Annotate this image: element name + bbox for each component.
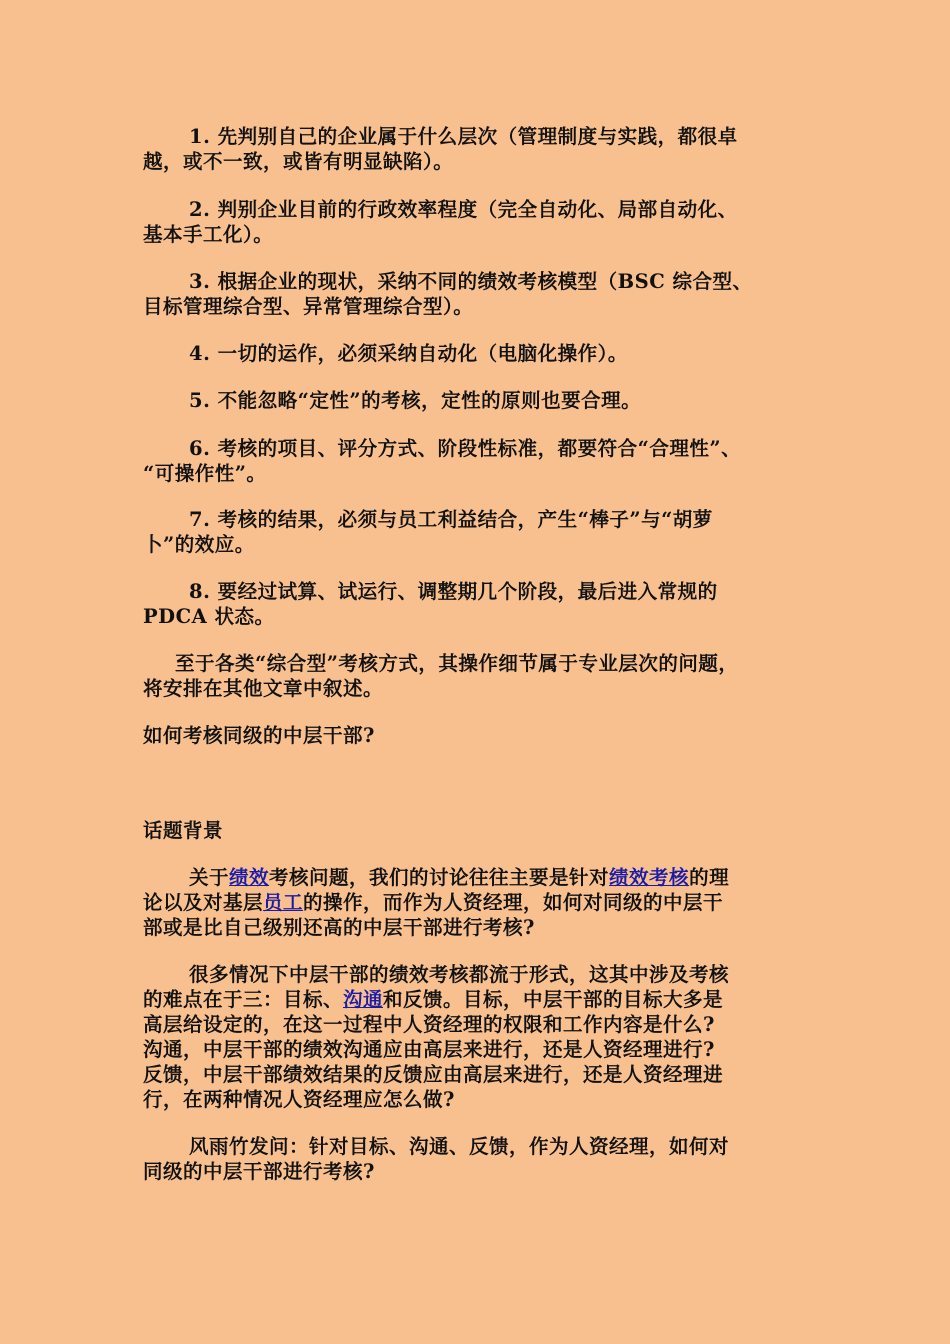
section-heading: 如何考核同级的中层干部? xyxy=(143,724,375,747)
background-paragraph-3: 风雨竹发问：针对目标、沟通、反馈，作为人资经理，如何对 同级的中层干部进行考核? xyxy=(143,1135,730,1183)
para1-line2: 论以及对基层员工的操作，而作为人资经理，如何对同级的中层干 xyxy=(143,891,724,914)
list-item-4: 4. 一切的运作，必须采纳自动化（电脑化操作）。 xyxy=(189,342,628,365)
list-item-8: 8. 要经过试算、试运行、调整期几个阶段，最后进入常规的 PDCA 状态。 xyxy=(143,580,718,628)
link-goutong[interactable]: 沟通 xyxy=(343,988,384,1011)
para1-line1: 关于绩效考核问题，我们的讨论往往主要是针对绩效考核的理 xyxy=(189,866,730,889)
list-item-5: 5. 不能忽略“定性”的考核，定性的原则也要合理。 xyxy=(189,389,642,412)
background-paragraph-1: 关于绩效考核问题，我们的讨论往往主要是针对绩效考核的理 论以及对基层员工的操作，而作为人资经理，如何对同级的中层干 部或是比自己级别还高的中层干部进行考核? xyxy=(143,865,811,940)
background-title: 话题背景 xyxy=(143,819,224,842)
link-jixiao[interactable]: 绩效 xyxy=(229,866,270,889)
background-paragraph-2: 很多情况下中层干部的绩效考核都流于形式，这其中涉及考核 的难点在于三：目标、沟通和反馈。目标，中层干部的目标大多是 高层给设定的，在这一过程中人资经理的权限和工作内容是什么? 沟通，中层干部的绩效沟通应由高层来进行，还是人资经理进行? 反馈，中层干部绩效结果的反馈应由高层来进行，还是人资经理进 行，在两种情况人资经理应怎么做? xyxy=(143,962,811,1112)
link-yuangong[interactable]: 员工 xyxy=(263,891,304,914)
summary-paragraph: 至于各类“综合型”考核方式，其操作细节属于专业层次的问题， 将安排在其他文章中叙述。 xyxy=(143,652,739,700)
list-item-6: 6. 考核的项目、评分方式、阶段性标准，都要符合“合理性”、 “可操作性”。 xyxy=(143,437,742,485)
para2-line2: 的难点在于三：目标、沟通和反馈。目标，中层干部的目标大多是 xyxy=(143,988,724,1011)
link-jixiao-kaohe[interactable]: 绩效考核 xyxy=(609,866,690,889)
list-item-7: 7. 考核的结果，必须与员工利益结合，产生“棒子”与“胡萝 卜”的效应。 xyxy=(143,508,713,556)
list-item-2: 2. 判别企业目前的行政效率程度（完全自动化、局部自动化、 基本手工化）。 xyxy=(143,198,738,246)
list-item-3: 3. 根据企业的现状，采纳不同的绩效考核模型（BSC 综合型、 目标管理综合型、异常管理综合型）。 xyxy=(143,270,753,318)
list-item-1: 1. 先判别自己的企业属于什么层次（管理制度与实践，都很卓 越，或不一致，或皆有明显缺陷）。 xyxy=(143,125,738,173)
